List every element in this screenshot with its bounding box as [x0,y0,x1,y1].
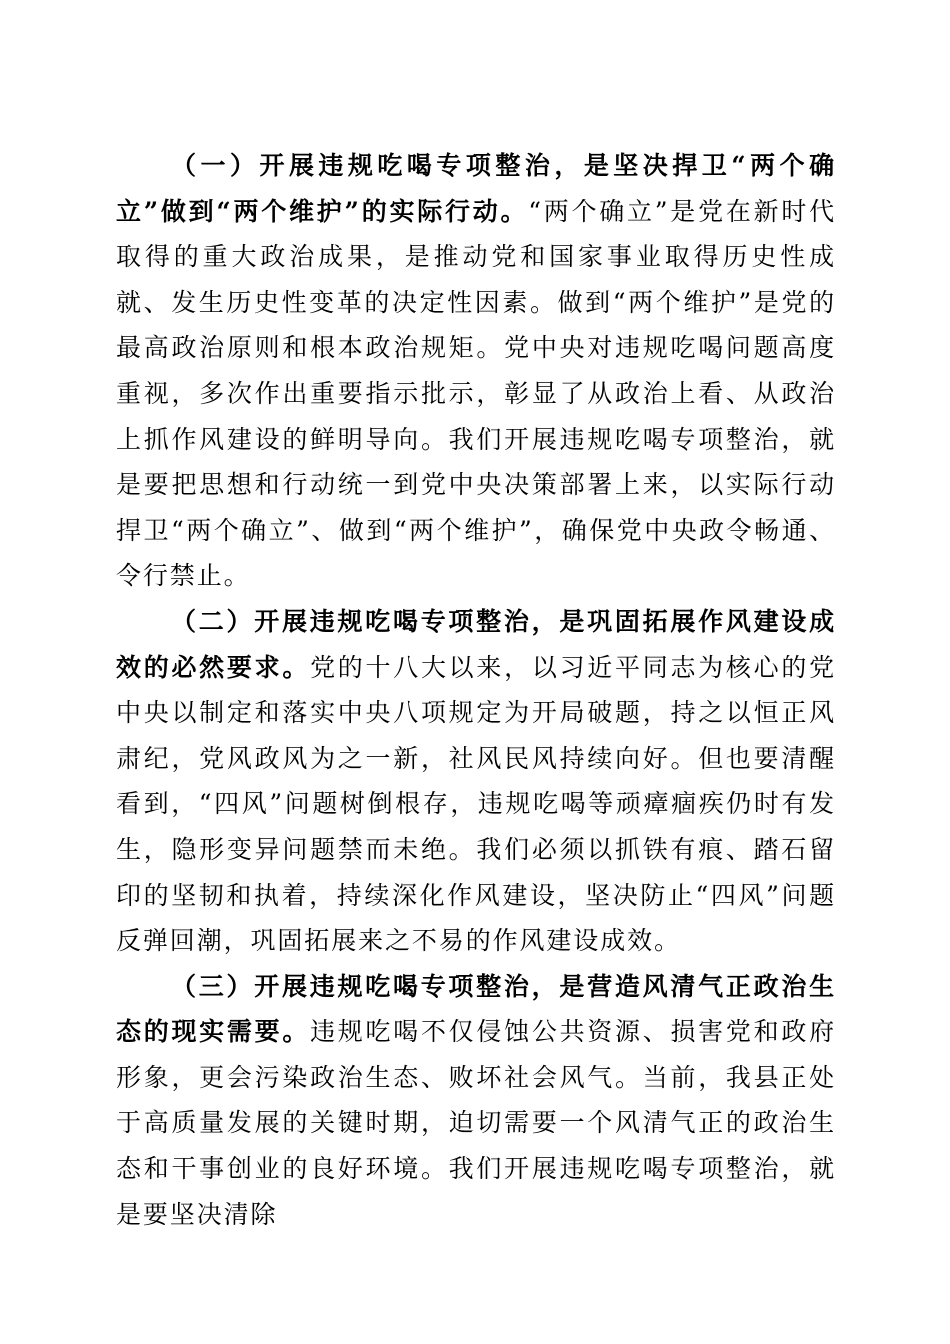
paragraph-2-heading: （二）开展违规吃喝专项整治，是巩固拓展作风建设成效的必然要求。 [116,606,836,682]
paragraph-3 [116,964,836,1238]
paragraph-1-heading: （一）开展违规吃喝专项整治，是坚决捍卫“两个确立”做到“两个维护”的实际行动。 [116,151,836,226]
paragraph-1-body: “两个确立”是党在新时代取得的重大政治成果，是推动党和国家事业取得历史性成就、发生历史性变革的决定性因素。做到“两个维护”是党的最高政治原则和根本政治规矩。党中央对违规吃喝问题高度重视，多次作出重要指示批示，彰显了从政治上看、从政治上抓作风建设的鲜明导向。我们开展违规吃喝专项整治，就是要把思想和行动统一到党中央决策部署上来，以实际行动捍卫“两个确立”、做到“两个维护”，确保党中央政令畅通、令行禁止。 [116,196,836,591]
paragraph-3-heading: （三）开展违规吃喝专项整治，是营造风清气正政治生态的现实需要。 [116,971,836,1047]
paragraph-1 [116,143,836,599]
paragraph-2 [116,599,836,964]
paragraph-2-body: 党的十八大以来，以习近平同志为核心的党中央以制定和落实中央八项规定为开局破题，持之以恒正风肃纪，党风政风为之一新，社风民风持续向好。但也要清醒看到，“四风”问题树倒根存，违规吃喝等顽瘴痼疾仍时有发生，隐形变异问题禁而未绝。我们必须以抓铁有痕、踏石留印的坚韧和执着，持续深化作风建设，坚决防止“四风”问题反弹回潮，巩固拓展来之不易的作风建设成效。 [116,652,836,956]
paragraph-3-body: 违规吃喝不仅侵蚀公共资源、损害党和政府形象，更会污染政治生态、败坏社会风气。当前，我县正处于高质量发展的关键时期，迫切需要一个风清气正的政治生态和干事创业的良好环境。我们开展违规吃喝专项整治，就是要坚决清除 [116,1017,836,1229]
document-body [116,143,836,1237]
